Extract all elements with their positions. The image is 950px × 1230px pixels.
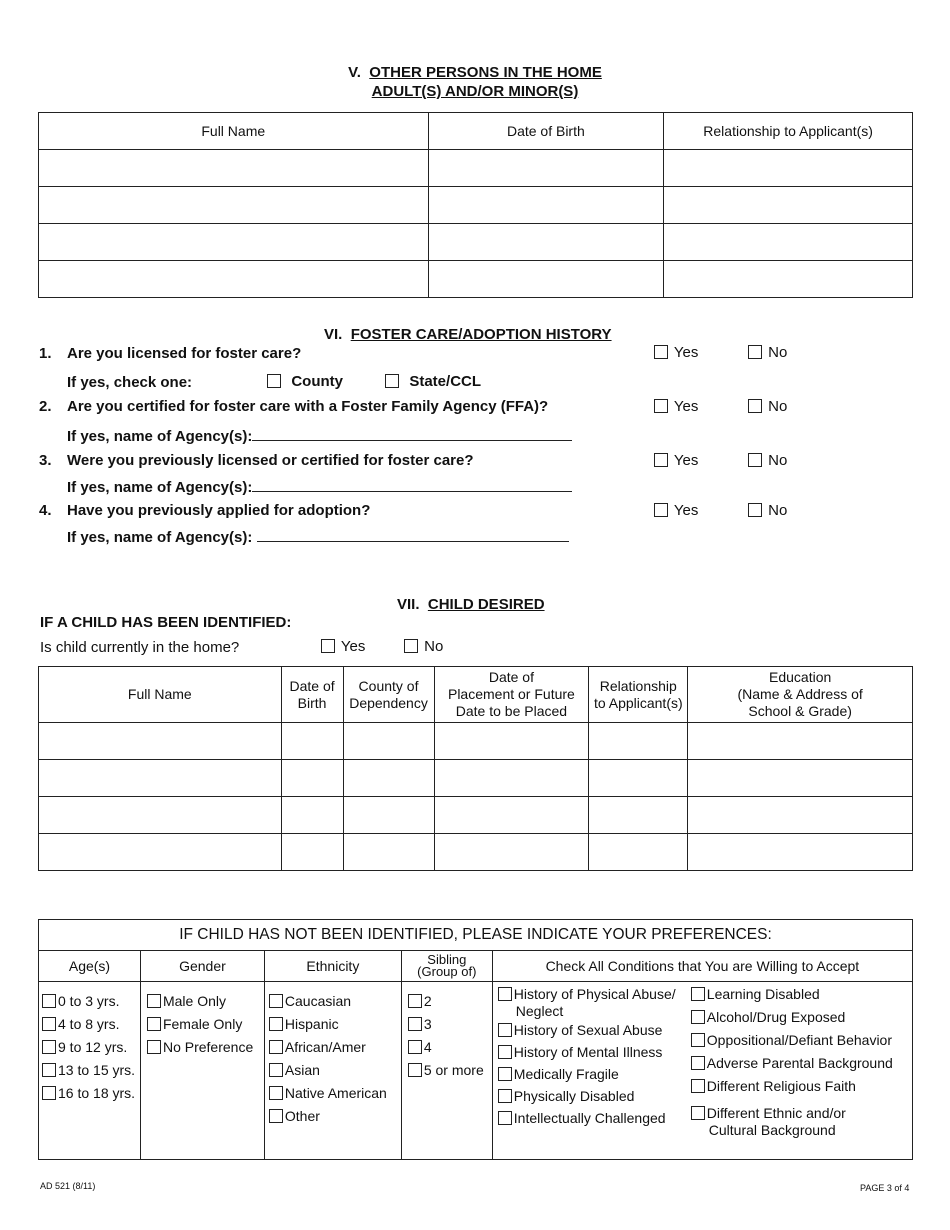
ethnicity-label: Native American: [284, 1085, 387, 1101]
cell[interactable]: [39, 760, 282, 797]
section-vi-title: [324, 326, 612, 343]
gender-checkbox[interactable]: [147, 1040, 161, 1054]
age-option: [42, 1036, 140, 1059]
age-checkbox[interactable]: [42, 1017, 56, 1031]
child-in-home-question: Is child currently in the home?: [40, 639, 240, 656]
sibling-label: 3: [423, 1016, 432, 1032]
age-option: [42, 1013, 140, 1036]
header-placement-line2: Placement or Future: [447, 686, 575, 702]
table-row: [39, 760, 913, 797]
age-checkbox[interactable]: [42, 994, 56, 1008]
header-county: [343, 667, 434, 723]
q4-no: [748, 502, 787, 519]
condition-option: [691, 1009, 913, 1026]
cell[interactable]: [589, 797, 688, 834]
ethnicity-label: Asian: [284, 1062, 320, 1078]
section-v-title: [0, 63, 950, 82]
q2-yes: [654, 398, 698, 415]
table-row: [39, 187, 913, 224]
condition-checkbox[interactable]: [691, 1106, 705, 1120]
header-full-name: Full Name: [39, 113, 429, 150]
q3-no-label: No: [768, 452, 788, 469]
condition-option: [498, 1066, 690, 1083]
cell[interactable]: [589, 834, 688, 871]
section-vi-number: VI.: [324, 326, 343, 343]
sibling-checkbox[interactable]: [408, 1040, 422, 1054]
cell[interactable]: [688, 834, 913, 871]
q1-state: [385, 373, 481, 390]
header-child-dob: [281, 667, 343, 723]
q2-no: [748, 398, 787, 415]
gender-options: [140, 982, 264, 1160]
q4-text: Have you previously applied for adoption?: [67, 502, 371, 519]
condition-label: Learning Disabled: [706, 986, 820, 1002]
sibling-option: [408, 1036, 492, 1059]
condition-checkbox[interactable]: [498, 1023, 512, 1037]
q4-number: 4.: [39, 502, 52, 519]
cell[interactable]: [39, 224, 429, 261]
cell[interactable]: [343, 797, 434, 834]
gender-option: [147, 1013, 264, 1036]
header-edu-line2: (Name & Address of: [737, 686, 863, 702]
age-label: 16 to 18 yrs.: [58, 1085, 136, 1101]
cell[interactable]: [434, 797, 589, 834]
q4-sub: [67, 527, 569, 546]
cell[interactable]: [664, 187, 913, 224]
in-home-yes-label: Yes: [340, 638, 366, 655]
condition-checkbox[interactable]: [498, 1045, 512, 1059]
cell[interactable]: [343, 723, 434, 760]
sibling-checkbox[interactable]: [408, 1063, 422, 1077]
preferences-title: IF CHILD HAS NOT BEEN IDENTIFIED, PLEASE INDICATE YOUR PREFERENCES:: [39, 920, 913, 951]
header-placement-line1: Date of: [488, 669, 534, 685]
gender-label: Female Only: [162, 1016, 243, 1032]
ethnicity-option: [269, 990, 401, 1013]
header-edu-line3: School & Grade): [748, 703, 852, 719]
condition-label: Medically Fragile: [513, 1066, 619, 1082]
condition-label: Intellectually Challenged: [513, 1110, 666, 1126]
q3-number: 3.: [39, 452, 52, 469]
gender-option: [147, 990, 264, 1013]
cell[interactable]: [688, 723, 913, 760]
table-row: [39, 150, 913, 187]
county-checkbox[interactable]: [267, 374, 281, 388]
table-row: [39, 797, 913, 834]
q2-agency-line[interactable]: [252, 426, 572, 441]
age-option: [42, 1059, 140, 1082]
in-home-no: [404, 638, 443, 655]
header-sibling-line1: Sibling: [427, 952, 467, 967]
condition-option: [691, 1105, 913, 1139]
condition-checkbox[interactable]: [498, 987, 512, 1001]
cell[interactable]: [434, 723, 589, 760]
cell[interactable]: [39, 834, 282, 871]
section-v-subtitle: ADULT(S) AND/OR MINOR(S): [371, 83, 579, 100]
header-conditions: Check All Conditions that You are Willing to Accept: [492, 951, 912, 982]
header-sibling: [401, 951, 492, 982]
q1-no-label: No: [768, 344, 788, 361]
q2-sub-text: If yes, name of Agency(s):: [67, 428, 253, 445]
condition-checkbox[interactable]: [498, 1089, 512, 1103]
condition-option: [691, 1032, 913, 1049]
header-dob-line1: Date of: [289, 677, 335, 694]
table-row: [39, 723, 913, 760]
cell[interactable]: [688, 797, 913, 834]
header-sibling-line2: (Group of): [417, 964, 477, 979]
condition-option: [691, 986, 913, 1003]
table-row: [39, 834, 913, 871]
conditions-right: [691, 986, 913, 1139]
child-identified-heading: IF A CHILD HAS BEEN IDENTIFIED:: [40, 614, 292, 631]
q3-agency-line[interactable]: [252, 477, 572, 492]
condition-checkbox[interactable]: [691, 1010, 705, 1024]
ethnicity-option: [269, 1059, 401, 1082]
ethnicity-option: [269, 1013, 401, 1036]
condition-label: Alcohol/Drug Exposed: [706, 1009, 846, 1025]
ethnicity-checkbox[interactable]: [269, 1063, 283, 1077]
state-ccl-label: State/CCL: [409, 373, 482, 390]
sibling-label: 5 or more: [423, 1062, 484, 1078]
condition-option: [498, 1044, 690, 1061]
header-gender: Gender: [140, 951, 264, 982]
county-label: County: [291, 373, 344, 390]
sibling-label: 4: [423, 1039, 432, 1055]
condition-label-continued: Neglect: [515, 1003, 564, 1019]
q4-no-checkbox[interactable]: [748, 503, 762, 517]
cell[interactable]: [664, 261, 913, 298]
table-row: [39, 224, 913, 261]
condition-label: Different Religious Faith: [706, 1078, 856, 1094]
ethnicity-option: [269, 1105, 401, 1128]
ethnicity-option: [269, 1036, 401, 1059]
condition-option: [691, 1078, 913, 1095]
condition-option: [498, 1022, 690, 1039]
gender-label: Male Only: [162, 993, 226, 1009]
condition-checkbox[interactable]: [691, 987, 705, 1001]
cell[interactable]: [589, 760, 688, 797]
ethnicity-label: Caucasian: [284, 993, 352, 1009]
ethnicity-options: [264, 982, 401, 1160]
header-dob-line2: Birth: [297, 694, 327, 711]
condition-option: [498, 1088, 690, 1105]
cell[interactable]: [434, 834, 589, 871]
section-vii-title: [397, 596, 545, 613]
ethnicity-label: Other: [284, 1108, 320, 1124]
q1-yes-checkbox[interactable]: [654, 345, 668, 359]
cell[interactable]: [39, 797, 282, 834]
sibling-options: [401, 982, 492, 1160]
q4-yes-checkbox[interactable]: [654, 503, 668, 517]
q3-no-checkbox[interactable]: [748, 453, 762, 467]
age-label: 13 to 15 yrs.: [58, 1062, 136, 1078]
q3-sub: [67, 477, 572, 496]
ethnicity-checkbox[interactable]: [269, 1040, 283, 1054]
condition-checkbox[interactable]: [498, 1111, 512, 1125]
cell[interactable]: [343, 834, 434, 871]
condition-label: Oppositional/Defiant Behavior: [706, 1032, 893, 1048]
q3-yes: [654, 452, 698, 469]
condition-checkbox[interactable]: [691, 1033, 705, 1047]
cell[interactable]: [434, 760, 589, 797]
q2-number: 2.: [39, 398, 52, 415]
condition-option: [691, 1055, 913, 1072]
condition-option: [498, 1110, 690, 1127]
q1-number: 1.: [39, 345, 52, 362]
header-placement: [434, 667, 589, 723]
q4-no-label: No: [768, 502, 788, 519]
age-option: [42, 990, 140, 1013]
section-vi-title-text: FOSTER CARE/ADOPTION HISTORY: [350, 326, 612, 343]
cell[interactable]: [39, 150, 429, 187]
q2-sub: [67, 426, 572, 445]
header-placement-line3: Date to be Placed: [455, 703, 568, 719]
cell[interactable]: [428, 224, 664, 261]
gender-option: [147, 1036, 264, 1059]
q3-text: Were you previously licensed or certified for foster care?: [67, 452, 474, 469]
header-ethnicity: Ethnicity: [264, 951, 401, 982]
table-row: [39, 261, 913, 298]
condition-checkbox[interactable]: [498, 1067, 512, 1081]
header-rel-line1: Relationship: [599, 677, 677, 694]
ethnicity-checkbox[interactable]: [269, 1086, 283, 1100]
condition-label: Different Ethnic and/or: [706, 1105, 846, 1121]
q1-sub-text: If yes, check one:: [67, 374, 193, 391]
header-date-of-birth: Date of Birth: [428, 113, 664, 150]
age-label: 9 to 12 yrs.: [58, 1039, 128, 1055]
ethnicity-checkbox[interactable]: [269, 994, 283, 1008]
cell[interactable]: [664, 224, 913, 261]
cell[interactable]: [688, 760, 913, 797]
cell[interactable]: [428, 150, 664, 187]
section-vii-title-text: CHILD DESIRED: [427, 596, 545, 613]
q1-no-checkbox[interactable]: [748, 345, 762, 359]
cell[interactable]: [281, 760, 343, 797]
gender-label: No Preference: [162, 1039, 254, 1055]
cell[interactable]: [281, 797, 343, 834]
q2-text: Are you certified for foster care with a Foster Family Agency (FFA)?: [67, 398, 549, 415]
condition-label: Adverse Parental Background: [706, 1055, 893, 1071]
section-v-number: V.: [348, 64, 361, 81]
ethnicity-checkbox[interactable]: [269, 1017, 283, 1031]
condition-label-continued: Cultural Background: [708, 1122, 836, 1138]
cell[interactable]: [664, 150, 913, 187]
sibling-option: [408, 1059, 492, 1082]
q2-yes-checkbox[interactable]: [654, 399, 668, 413]
q4-sub-text: If yes, name of Agency(s):: [67, 529, 257, 546]
condition-label: History of Sexual Abuse: [513, 1022, 663, 1038]
q2-no-label: No: [768, 398, 788, 415]
age-label: 4 to 8 yrs.: [58, 1016, 120, 1032]
q1-text: Are you licensed for foster care?: [67, 345, 302, 362]
q1-yes: [654, 344, 698, 361]
section-vii-number: VII.: [397, 596, 420, 613]
cell[interactable]: [343, 760, 434, 797]
ethnicity-label: Hispanic: [284, 1016, 339, 1032]
ethnicity-checkbox[interactable]: [269, 1109, 283, 1123]
q4-agency-line[interactable]: [257, 527, 569, 542]
sibling-option: [408, 990, 492, 1013]
form-id: AD 521 (8/11): [40, 1181, 96, 1191]
header-county-line1: County of: [358, 677, 419, 694]
in-home-yes-checkbox[interactable]: [321, 639, 335, 653]
cell[interactable]: [281, 834, 343, 871]
q4-yes-label: Yes: [673, 502, 699, 519]
header-edu-line1: Education: [769, 669, 832, 685]
page-number: PAGE 3 of 4: [860, 1183, 910, 1193]
header-child-full-name: Full Name: [39, 667, 282, 723]
condition-label: History of Mental Illness: [513, 1044, 663, 1060]
conditions-left: [498, 986, 690, 1127]
age-checkbox[interactable]: [42, 1063, 56, 1077]
state-ccl-checkbox[interactable]: [385, 374, 399, 388]
in-home-yes: [321, 638, 365, 655]
condition-checkbox[interactable]: [691, 1079, 705, 1093]
cell[interactable]: [39, 187, 429, 224]
header-county-line2: Dependency: [349, 694, 428, 711]
condition-label: Physically Disabled: [513, 1088, 635, 1104]
q3-sub-text: If yes, name of Agency(s):: [67, 479, 253, 496]
condition-option: [498, 986, 690, 1020]
cell[interactable]: [589, 723, 688, 760]
cell[interactable]: [281, 723, 343, 760]
gender-checkbox[interactable]: [147, 1017, 161, 1031]
preferences-table: [38, 919, 913, 1160]
cell[interactable]: [39, 723, 282, 760]
sibling-option: [408, 1013, 492, 1036]
q3-no: [748, 452, 787, 469]
ethnicity-label: African/Amer: [284, 1039, 366, 1055]
header-child-relationship: [589, 667, 688, 723]
header-education: [688, 667, 913, 723]
q2-yes-label: Yes: [673, 398, 699, 415]
q1-yes-label: Yes: [673, 344, 699, 361]
q2-no-checkbox[interactable]: [748, 399, 762, 413]
q1-no: [748, 344, 787, 361]
section-v-title-line1: OTHER PERSONS IN THE HOME: [369, 64, 602, 81]
header-relationship: Relationship to Applicant(s): [664, 113, 913, 150]
age-option: [42, 1082, 140, 1105]
conditions-options: [492, 982, 912, 1160]
header-rel-line2: to Applicant(s): [593, 694, 683, 711]
gender-checkbox[interactable]: [147, 994, 161, 1008]
sibling-label: 2: [423, 993, 432, 1009]
header-age: Age(s): [39, 951, 141, 982]
cell[interactable]: [428, 261, 664, 298]
in-home-no-label: No: [424, 638, 444, 655]
cell[interactable]: [428, 187, 664, 224]
age-label: 0 to 3 yrs.: [58, 993, 120, 1009]
q3-yes-label: Yes: [673, 452, 699, 469]
in-home-no-checkbox[interactable]: [404, 639, 418, 653]
cell[interactable]: [39, 261, 429, 298]
q3-yes-checkbox[interactable]: [654, 453, 668, 467]
age-options: [39, 982, 141, 1160]
sibling-checkbox[interactable]: [408, 1017, 422, 1031]
age-checkbox[interactable]: [42, 1086, 56, 1100]
other-persons-table: [38, 112, 913, 298]
identified-child-table: [38, 666, 913, 871]
q1-county: [267, 373, 343, 390]
q4-yes: [654, 502, 698, 519]
condition-label: History of Physical Abuse/: [513, 986, 676, 1002]
age-checkbox[interactable]: [42, 1040, 56, 1054]
ethnicity-option: [269, 1082, 401, 1105]
sibling-checkbox[interactable]: [408, 994, 422, 1008]
condition-checkbox[interactable]: [691, 1056, 705, 1070]
